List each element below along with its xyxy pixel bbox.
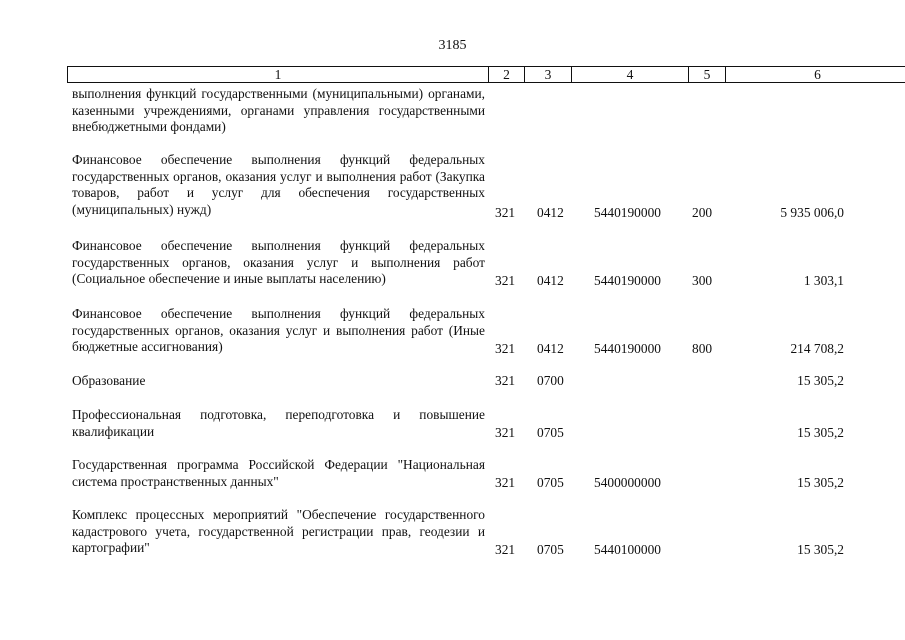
row-target-code: 5440190000	[594, 341, 661, 356]
row-target-code: 5400000000	[594, 475, 661, 490]
row-admin-code: 321	[495, 341, 516, 356]
row-name: Финансовое обеспечение выполнения функций федеральных государственных органов, оказания услуг и выполнения работ (Иные бюджетные ассигнования)	[72, 306, 485, 354]
row-name: выполнения функций государственными (муниципальными) органами, казенными учреждениями, органами управления государственными внебюджетными фондами)	[72, 86, 485, 134]
row-admin-code: 321	[495, 475, 516, 490]
row-section-code: 0705	[537, 475, 564, 490]
header-col-6: 6	[814, 67, 821, 82]
header-col-4: 4	[572, 67, 689, 82]
header-col-2: 2	[489, 67, 525, 82]
row-name: Комплекс процессных мероприятий "Обеспечение государственного кадастрового учета, государственной регистрации прав, геодезии и картографии"	[72, 507, 485, 555]
row-admin-code: 321	[495, 425, 516, 440]
row-amount: 214 708,2	[790, 341, 844, 356]
header-col-5: 5	[689, 67, 726, 82]
row-section-code: 0412	[537, 205, 564, 220]
row-admin-code: 321	[495, 373, 516, 388]
row-section-code: 0705	[537, 542, 564, 557]
row-admin-code: 321	[495, 273, 516, 288]
row-target-code: 5440100000	[594, 542, 661, 557]
row-expense-code: 300	[692, 273, 713, 288]
row-section-code: 0412	[537, 341, 564, 356]
row-target-code: 5440190000	[594, 205, 661, 220]
row-amount: 1 303,1	[803, 273, 844, 288]
row-section-code: 0412	[537, 273, 564, 288]
row-section-code: 0705	[537, 425, 564, 440]
row-admin-code: 321	[495, 542, 516, 557]
row-amount: 15 305,2	[797, 373, 844, 388]
row-amount: 15 305,2	[797, 542, 844, 557]
row-admin-code: 321	[495, 205, 516, 220]
row-expense-code: 800	[692, 341, 713, 356]
header-col-3: 3	[525, 67, 572, 82]
row-expense-code: 200	[692, 205, 713, 220]
row-target-code: 5440190000	[594, 273, 661, 288]
row-name: Государственная программа Российской Федерации "Национальная система пространственных данных"	[72, 457, 485, 489]
row-name: Образование	[72, 373, 146, 388]
row-name: Финансовое обеспечение выполнения функций федеральных государственных органов, оказания услуг и выполнения работ (Закупка товаров, работ и услуг для обеспечения государственных (муниципальных) нужд)	[72, 152, 485, 217]
row-section-code: 0700	[537, 373, 564, 388]
row-amount: 15 305,2	[797, 475, 844, 490]
header-col-1: 1	[68, 67, 489, 82]
row-name: Финансовое обеспечение выполнения функций федеральных государственных органов, оказания услуг и выполнения работ (Социальное обеспечение и иные выплаты населению)	[72, 238, 485, 286]
row-amount: 15 305,2	[797, 425, 844, 440]
row-amount: 5 935 006,0	[780, 205, 844, 220]
row-name: Профессиональная подготовка, переподготовка и повышение квалификации	[72, 407, 485, 439]
table-header	[67, 66, 905, 83]
page-number: 3185	[438, 38, 467, 53]
